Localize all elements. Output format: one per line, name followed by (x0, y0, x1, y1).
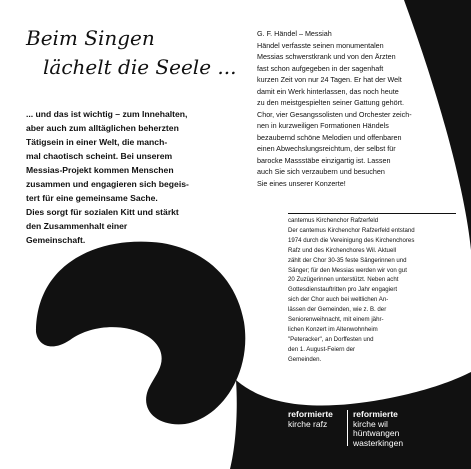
handel-line: nen in kurzweiligen Formationen Händels (257, 121, 389, 130)
logo-reformierte-kirche-rafz (288, 410, 333, 429)
intro-line: Gemeinschaft. (26, 235, 86, 245)
headline-line-1: Beim Singen (26, 26, 155, 50)
handel-line: einen Abwechslungsreichtum, der selbst für (257, 144, 396, 153)
cantemus-info-box (288, 213, 456, 365)
cantemus-line: 1974 durch die Vereinigung des Kirchenchores (288, 236, 415, 244)
headline (26, 24, 236, 82)
handel-line: fast schon aufgegeben in der sagenhaft (257, 63, 384, 73)
handel-line: zu den meistgespielten seiner Gattung gehört. (257, 98, 405, 107)
handel-line: Chor, vier Gesangssolisten und Orchester zeich- (257, 109, 412, 119)
intro-line: Tätigsein in einer Welt, die manch- (26, 137, 168, 147)
cantemus-line: Sänger; für den Messias werden wir von gut (288, 266, 407, 274)
cantemus-line: sich der Chor auch bei weltlichen An- (288, 296, 389, 304)
handel-line: damit ein Werk hinterlassen, das noch heute (257, 86, 399, 96)
cantemus-line: Der cantemus Kirchenchor Rafzerfeld entstand (288, 226, 415, 234)
logo-reformierte-kirche-wil (353, 410, 403, 448)
headline-line-2: lächelt die Seele ... (43, 55, 237, 79)
intro-line: ... und das ist wichtig – zum Innehalten, (26, 109, 188, 119)
left-bulb (36, 242, 245, 425)
intro-line: Messias-Projekt kommen Menschen (26, 165, 174, 175)
logo-right-line-1: reformierte (353, 409, 398, 419)
handel-line: bezaubernd schöne Melodien und offenbaren (257, 132, 402, 142)
handel-line: Sie eines unserer Konzerte! (257, 178, 346, 188)
cantemus-line: lässen der Gemeinden, wie z. B. der (288, 306, 387, 314)
intro-line: tert für eine gemeinsame Sache. (26, 193, 158, 203)
handel-line: barocke Massstäbe einzigartig ist. Lassen (257, 155, 391, 165)
cantemus-text (288, 216, 456, 365)
logo-divider (347, 410, 348, 446)
handel-line: kurzen Zeit von nur 24 Tagen. Er hat der Welt (257, 75, 402, 84)
intro-paragraph (26, 107, 231, 247)
intro-line: den Zusammenhalt einer (26, 221, 128, 231)
handel-line: auch Sie sich verzaubern und besuchen (257, 167, 385, 176)
handel-messiah-paragraph (257, 28, 457, 189)
handel-line: Messias schwerstkrank und von den Ärzten (257, 52, 396, 61)
logo-left-line-1: reformierte (288, 409, 333, 419)
handel-heading: G. F. Händel – Messiah (257, 29, 332, 38)
cantemus-line: 20 Zuzügerinnen unterstützt. Neben acht (288, 276, 399, 284)
cantemus-line: zählt der Chor 30-35 feste Sängerinnen und (288, 256, 407, 264)
cantemus-line: Gottesdienstauftritten pro Jahr engagiert (288, 286, 398, 294)
logo-left-line-2: kirche rafz (288, 418, 328, 429)
intro-line: Dies sorgt für sozialen Kitt und stärkt (26, 207, 179, 217)
info-box-divider (288, 213, 456, 214)
logo-right-line-2: kirche wil (353, 418, 388, 429)
cantemus-line: Gemeinden. (288, 355, 322, 363)
cantemus-line: den 1. August-Feiern der (288, 345, 356, 353)
lower-tail (230, 372, 471, 469)
logo-right-line-4: wasterkingen (353, 437, 404, 448)
logo-right-line-3: hüntwangen (353, 428, 400, 438)
intro-line: zusammen und engagieren sich begeis- (26, 179, 189, 189)
cantemus-line: "Peteracker", an Dorffesten und (288, 335, 374, 343)
handel-line: Händel verfasste seinen monumentalen (257, 40, 384, 50)
intro-line: mal chaotisch scheint. Bei unserem (26, 151, 173, 161)
cantemus-line: Seniorenweihnacht, mit einem jähr- (288, 316, 384, 324)
cantemus-line: lichen Konzert im Altenwohnheim (288, 325, 378, 333)
intro-line: aber auch zum alltäglichen beherzten (26, 123, 179, 133)
cantemus-heading: cantemus Kirchenchor Rafzerfeld (288, 217, 379, 224)
cantemus-line: Rafz und des Kirchenchores Wil. Aktuell (288, 246, 397, 254)
